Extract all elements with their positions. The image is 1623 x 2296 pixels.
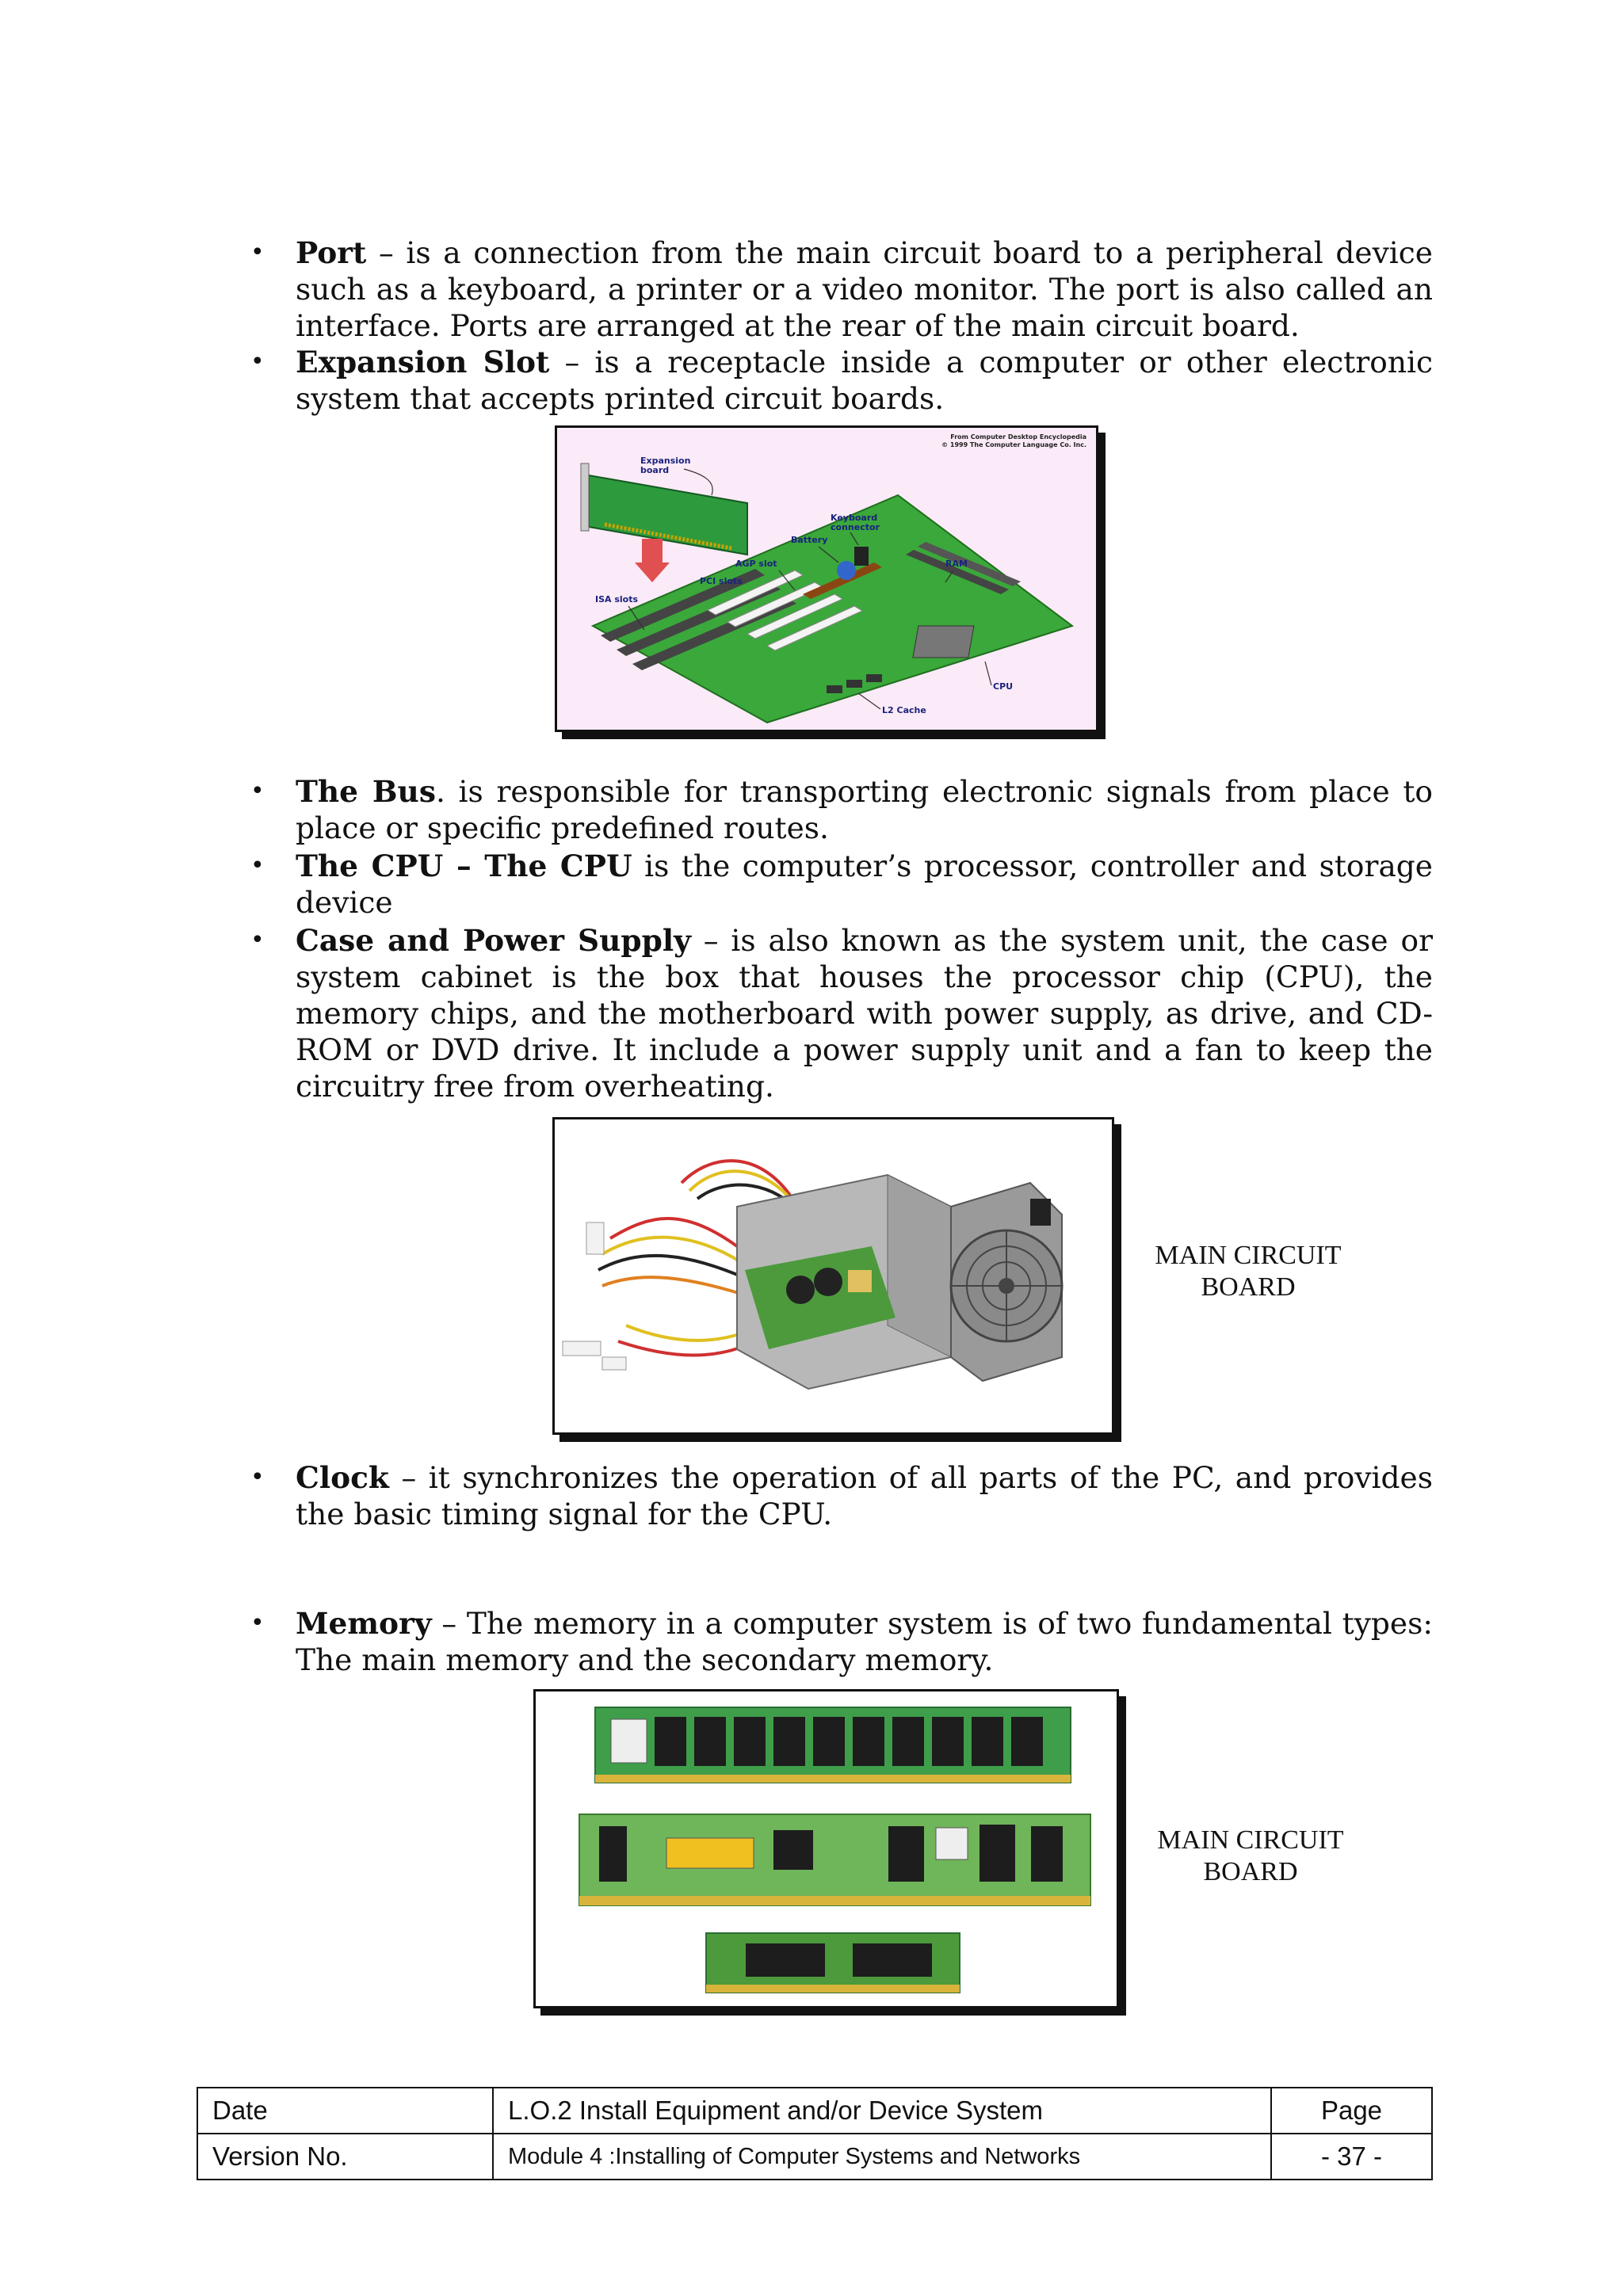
footer-row: [197, 2088, 1432, 2134]
caption-line: BOARD: [1203, 1857, 1298, 1886]
desc-port: – is a connection from the main circuit board to a peripheral device such as a keyboard, a printer or a video monitor. The port is also called an interface. Ports are arranged at the rear of the main circuit board.: [296, 235, 1433, 343]
caption-line: BOARD: [1201, 1272, 1296, 1302]
footer-page-number: - 37 -: [1271, 2134, 1432, 2180]
term-memory: Memory: [296, 1606, 432, 1641]
svg-text:L2 Cache: L2 Cache: [882, 705, 926, 715]
term-cpu: The CPU – The CPU: [296, 849, 632, 883]
svg-text:RAM: RAM: [945, 559, 968, 569]
list-item-bus: [296, 773, 1433, 846]
desc-case-power-supply: – is also known as the system unit, the case or system cabinet is the box that houses the processor chip (CPU), the memory chips, and the motherboard with power supply, as drive, and CD-ROM or DVD drive. It include a power supply unit and a fan to keep the circuitry free from overheating.: [296, 923, 1433, 1104]
memory-figure: [533, 1689, 1119, 2008]
term-bus: The Bus: [296, 774, 436, 809]
list-item-port: [296, 235, 1433, 344]
svg-text:Battery: Battery: [791, 535, 828, 545]
term-port: Port: [296, 235, 367, 270]
bullet-icon: [250, 235, 265, 271]
desc-clock: – it synchronizes the operation of all parts of the PC, and provides the basic timing signal for the CPU.: [296, 1460, 1433, 1531]
footer-table: [197, 2087, 1433, 2180]
bullet-icon: [250, 922, 265, 959]
bullet-icon: [250, 848, 265, 884]
desc-cpu: is the computer’s processor, controller and storage device: [296, 849, 1433, 920]
svg-text:Expansion: Expansion: [640, 456, 691, 466]
caption-line: MAIN CIRCUIT: [1155, 1241, 1342, 1270]
footer-row: [197, 2134, 1432, 2180]
svg-text:From Computer Desktop Encyclop: From Computer Desktop Encyclopedia: [950, 433, 1086, 441]
term-clock: Clock: [296, 1460, 389, 1495]
svg-text:ISA slots: ISA slots: [595, 594, 639, 605]
list-item-clock: [296, 1459, 1433, 1532]
motherboard-diagram: [557, 428, 1096, 730]
bullet-icon: [250, 1459, 265, 1496]
svg-text:connector: connector: [831, 522, 880, 532]
motherboard-figure: [555, 425, 1098, 732]
bullet-icon: [250, 773, 265, 810]
memory-modules-photo: [536, 1691, 1117, 2006]
footer-module: Module 4 :Installing of Computer Systems and Networks: [493, 2134, 1271, 2180]
footer-date-label: Date: [197, 2088, 493, 2134]
svg-text:AGP slot: AGP slot: [735, 559, 777, 569]
footer-lo-title: L.O.2 Install Equipment and/or Device System: [493, 2088, 1271, 2134]
svg-text:board: board: [640, 465, 670, 475]
term-expansion-slot: Expansion Slot: [296, 345, 550, 379]
term-case-power-supply: Case and Power Supply: [296, 923, 691, 958]
svg-text:CPU: CPU: [993, 681, 1014, 692]
caption-line: MAIN CIRCUIT: [1157, 1825, 1344, 1855]
footer-version-label: Version No.: [197, 2134, 493, 2180]
desc-bus: . is responsible for transporting electronic signals from place to place or specific predefined routes.: [296, 774, 1433, 845]
memory-caption: [1144, 1825, 1358, 1888]
desc-memory: – The memory in a computer system is of two fundamental types: The main memory and the secondary memory.: [296, 1606, 1433, 1677]
bullet-icon: [250, 1605, 265, 1642]
power-supply-caption: [1141, 1240, 1355, 1303]
power-supply-figure: [552, 1117, 1114, 1435]
list-item-cpu: [296, 848, 1433, 921]
footer-page-label: Page: [1271, 2088, 1432, 2134]
svg-text:PCI slots: PCI slots: [700, 576, 743, 586]
power-supply-photo: [555, 1119, 1112, 1432]
bullet-icon: [250, 344, 265, 380]
desc-expansion-slot: – is a receptacle inside a computer or other electronic system that accepts printed circuit boards.: [296, 345, 1434, 416]
list-item-memory: [296, 1605, 1433, 1678]
svg-text:Keyboard: Keyboard: [831, 513, 878, 523]
svg-text:© 1999 The Computer Language C: © 1999 The Computer Language Co. Inc.: [941, 441, 1086, 448]
list-item-expansion-slot: [296, 344, 1433, 417]
list-item-case-power-supply: [296, 922, 1433, 1104]
